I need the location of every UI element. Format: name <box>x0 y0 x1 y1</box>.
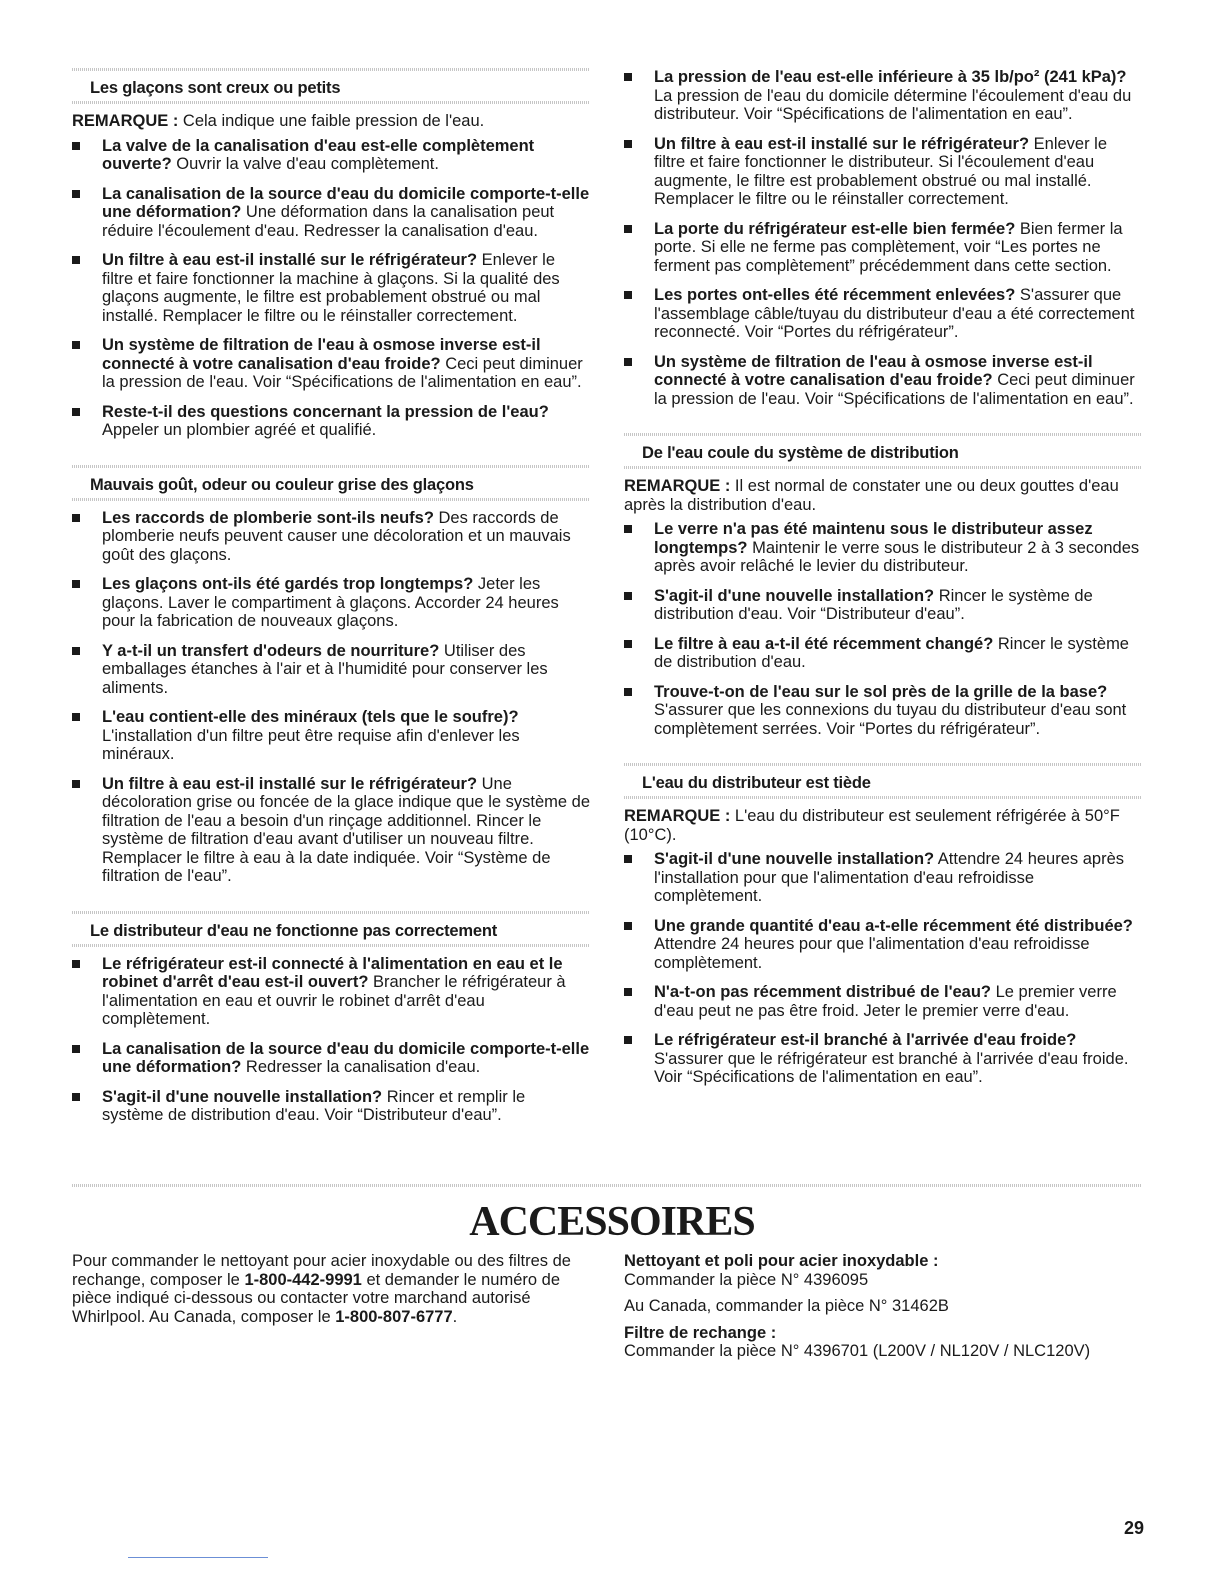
item-question: La canalisation de la source d'eau du domicile comporte-t-elle une déformation? <box>102 184 590 221</box>
bullet-icon <box>624 1036 632 1044</box>
troubleshooting-item <box>72 575 590 631</box>
item-answer: Des raccords de plomberie neufs peuvent causer une décoloration et un mauvais goût des glaçons. <box>102 508 571 564</box>
troubleshooting-item <box>72 1040 590 1077</box>
item-answer: Ouvrir la valve d'eau complètement. <box>171 155 439 173</box>
item-question: Un système de filtration de l'eau à osmose inverse est-il connecté à votre canalisation d'eau froide? <box>102 336 541 373</box>
note-text: L'eau du distributeur est seulement réfrigérée à 50°F (10°C). <box>624 807 1120 844</box>
bullet-icon <box>624 988 632 996</box>
item-question: Les raccords de plomberie sont-ils neufs? <box>102 508 434 527</box>
item-question: La pression de l'eau est-elle inférieure à 35 lb/po² (241 kPa)? <box>654 68 1127 86</box>
item-answer: Ceci peut diminuer la pression de l'eau. Voir “Spécifications de l'alimentation en eau”. <box>102 354 583 391</box>
item-answer: Attendre 24 heures pour que l'alimentation d'eau refroidisse complètement. <box>654 935 1090 972</box>
troubleshooting-item <box>624 353 1142 409</box>
item-answer: S'assurer que le réfrigérateur est branché à l'arrivée d'eau froide. Voir “Spécifications de l'alimentation en eau”. <box>654 1049 1129 1086</box>
section-heading-bar <box>72 68 590 104</box>
bullet-icon <box>72 1045 80 1053</box>
note-label: REMARQUE : <box>624 477 731 495</box>
item-answer: Enlever le filtre et faire fonctionner la machine à glaçons. Si la qualité des glaçons augmente, le filtre est probablement obstrué ou mal installé. Remplacer le filtre ou le réinstaller correctement. <box>102 251 560 325</box>
bullet-icon <box>72 190 80 198</box>
bullet-icon <box>72 960 80 968</box>
section-heading-bar <box>624 433 1142 469</box>
bullet-icon <box>72 256 80 264</box>
item-answer: Brancher le réfrigérateur à l'alimentation en eau et ouvrir le robinet d'arrêt d'eau complètement. <box>102 973 566 1028</box>
bullet-icon <box>72 580 80 588</box>
troubleshooting-item <box>624 220 1142 276</box>
troubleshooting-item <box>72 775 590 886</box>
cleaner-part-canada: Au Canada, commander la pièce N° 31462B <box>624 1297 949 1315</box>
note-text: Cela indique une faible pression de l'eau. <box>178 112 485 130</box>
item-answer: Ceci peut diminuer la pression de l'eau. Voir “Spécifications de l'alimentation en eau”. <box>654 371 1135 408</box>
section-heading-bar <box>72 465 590 501</box>
item-question: Y a-t-il un transfert d'odeurs de nourriture? <box>102 641 440 660</box>
item-answer: S'assurer que l'assemblage câble/tuyau du distributeur d'eau a été correctement reconnecté. Voir “Portes du réfrigérateur”. <box>654 286 1135 341</box>
item-question: Une grande quantité d'eau a-t-elle récemment été distribuée? <box>654 916 1133 935</box>
note-label: REMARQUE : <box>72 112 179 130</box>
troubleshooting-item <box>624 683 1142 739</box>
troubleshooting-item <box>72 403 590 440</box>
item-answer: Redresser la canalisation d'eau. <box>241 1058 481 1076</box>
item-question: Reste-t-il des questions concernant la pression de l'eau? <box>102 402 549 421</box>
troubleshooting-item <box>624 520 1142 576</box>
section-heading: Mauvais goût, odeur ou couleur grise des glaçons <box>90 475 474 494</box>
troubleshooting-item <box>72 336 590 392</box>
cleaner-canada-block <box>624 1297 1164 1316</box>
bullet-icon <box>624 525 632 533</box>
troubleshooting-list <box>624 850 1142 1087</box>
troubleshooting-list <box>624 520 1142 738</box>
item-question: S'agit-il d'une nouvelle installation? <box>102 1087 383 1106</box>
troubleshooting-item <box>624 917 1142 973</box>
accessories-intro-text: . <box>452 1307 458 1326</box>
troubleshooting-item <box>624 635 1142 672</box>
bullet-icon <box>624 73 632 81</box>
item-question: Le réfrigérateur est-il connecté à l'alimentation en eau et le robinet d'arrêt d'eau est-il ouvert? <box>102 954 563 991</box>
item-question: Un filtre à eau est-il installé sur le réfrigérateur? <box>102 774 478 793</box>
section-note <box>624 477 1142 514</box>
filter-block <box>624 1324 1164 1361</box>
item-answer: Rincer le système de distribution d'eau. Voir “Distributeur d'eau”. <box>654 586 1093 623</box>
accessories-intro-text: Pour commander le nettoyant pour acier inoxydable ou des filtres de rechange, composer le <box>72 1252 571 1289</box>
item-question: Un système de filtration de l'eau à osmose inverse est-il connecté à votre canalisation d'eau froide? <box>654 352 1093 389</box>
troubleshooting-item <box>72 708 590 764</box>
section-heading-bar <box>624 763 1142 799</box>
cleaner-part-us: Commander la pièce N° 4396095 <box>624 1270 869 1289</box>
troubleshooting-item <box>72 137 590 174</box>
bullet-icon <box>624 140 632 148</box>
bullet-icon <box>624 640 632 648</box>
item-question: Le verre n'a pas été maintenu sous le distributeur assez longtemps? <box>654 520 1093 557</box>
item-question: La valve de la canalisation d'eau est-elle complètement ouverte? <box>102 136 535 173</box>
item-answer: Attendre 24 heures après l'installation pour que l'alimentation d'eau refroidisse complètement. <box>654 850 1125 905</box>
item-answer: Une décoloration grise ou foncée de la glace indique que le système de filtration de l'eau a besoin d'un rinçage additionnel. Rincer le système de filtration d'eau avant d'utiliser un nouveau filtre. Remplacer le filtre à eau à la date indiquée. Voir “Système de filtration de l'eau”. <box>102 774 590 885</box>
troubleshooting-item <box>72 185 590 241</box>
bullet-icon <box>624 922 632 930</box>
troubleshooting-item <box>72 251 590 325</box>
item-answer: Bien fermer la porte. Si elle ne ferme pas complètement, voir “Les portes ne ferment pas complètement” précédemment dans cette section. <box>654 219 1123 275</box>
troubleshooting-item <box>624 1031 1142 1087</box>
accessories-intro-text: et demander le numéro de pièce indiqué ci-dessous ou contacter votre marchand autorisé Whirlpool. Au Canada, composer le <box>72 1270 560 1326</box>
item-answer: L'installation d'un filtre peut être requise afin d'enlever les minéraux. <box>102 726 520 763</box>
troubleshooting-item <box>624 68 1142 124</box>
item-answer: Rincer et remplir le système de distribution d'eau. Voir “Distributeur d'eau”. <box>102 1087 526 1124</box>
section-note <box>624 807 1142 844</box>
bullet-icon <box>624 225 632 233</box>
item-answer: Jeter les glaçons. Laver le compartiment à glaçons. Accorder 24 heures pour la fabrication de nouveaux glaçons. <box>102 575 559 630</box>
phone-number-us: 1-800-442-9991 <box>244 1270 362 1289</box>
section-heading: L'eau du distributeur est tiède <box>642 774 871 792</box>
item-question: S'agit-il d'une nouvelle installation? <box>654 850 935 868</box>
item-answer: Rincer le système de distribution d'eau. <box>654 634 1129 671</box>
item-answer: Appeler un plombier agréé et qualifié. <box>102 421 377 439</box>
item-question: La porte du réfrigérateur est-elle bien fermée? <box>654 219 1016 238</box>
item-answer: Maintenir le verre sous le distributeur 2 à 3 secondes après avoir relâché le levier du distributeur. <box>654 538 1140 575</box>
note-text: Il est normal de constater une ou deux gouttes d'eau après la distribution d'eau. <box>624 477 1119 514</box>
item-question: Les portes ont-elles été récemment enlevées? <box>654 286 1016 304</box>
section-heading: Les glaçons sont creux ou petits <box>90 79 341 97</box>
section-spacer <box>624 419 1142 433</box>
section-heading: Le distributeur d'eau ne fonctionne pas correctement <box>90 921 498 940</box>
footer-rule <box>128 1557 268 1558</box>
section-spacer <box>72 451 590 465</box>
section-heading: De l'eau coule du système de distribution <box>642 444 959 462</box>
item-question: Trouve-t-on de l'eau sur le sol près de la grille de la base? <box>654 682 1108 701</box>
section-heading-bar <box>72 911 590 947</box>
note-label: REMARQUE : <box>624 807 731 825</box>
item-question: S'agit-il d'une nouvelle installation? <box>654 586 935 605</box>
item-answer: Utiliser des emballages étanches à l'air et à l'humidité pour conserver les aliments. <box>102 641 548 697</box>
troubleshooting-item <box>624 587 1142 624</box>
item-question: La canalisation de la source d'eau du domicile comporte-t-elle une déformation? <box>102 1039 590 1076</box>
item-answer: Une déformation dans la canalisation peut réduire l'écoulement d'eau. Redresser la canalisation d'eau. <box>102 203 555 240</box>
cleaner-label: Nettoyant et poli pour acier inoxydable : <box>624 1252 939 1270</box>
item-answer: S'assurer que les connexions du tuyau du distributeur d'eau sont complètement serrées. Voir “Portes du réfrigérateur”. <box>654 701 1127 738</box>
item-question: Le réfrigérateur est-il branché à l'arrivée d'eau froide? <box>654 1031 1077 1049</box>
bullet-icon <box>624 688 632 696</box>
bullet-icon <box>624 855 632 863</box>
bullet-icon <box>624 358 632 366</box>
bullet-icon <box>624 291 632 299</box>
bullet-icon <box>72 1093 80 1101</box>
item-question: Un filtre à eau est-il installé sur le réfrigérateur? <box>102 251 478 269</box>
item-question: Le filtre à eau a-t-il été récemment changé? <box>654 634 994 653</box>
filter-part: Commander la pièce N° 4396701 (L200V / NL120V / NLC120V) <box>624 1342 1091 1360</box>
accessories-parts <box>624 1252 1164 1369</box>
bullet-icon <box>72 780 80 788</box>
bullet-icon <box>72 408 80 416</box>
accessories-intro <box>72 1252 592 1326</box>
phone-number-canada: 1-800-807-6777 <box>335 1307 453 1326</box>
right-column <box>624 68 1142 1098</box>
left-column <box>72 68 590 1136</box>
troubleshooting-item <box>72 955 590 1029</box>
troubleshooting-list <box>72 137 590 440</box>
item-question: L'eau contient-elle des minéraux (tels que le soufre)? <box>102 708 519 726</box>
accessories-title: ACCESSOIRES <box>469 1199 755 1245</box>
troubleshooting-list <box>72 509 590 886</box>
item-answer: Le premier verre d'eau peut ne pas être froid. Jeter le premier verre d'eau. <box>654 983 1117 1020</box>
bullet-icon <box>72 142 80 150</box>
item-answer: La pression de l'eau du domicile détermine l'écoulement d'eau du distributeur. Voir “Spécifications de l'alimentation en eau”. <box>654 86 1132 123</box>
item-question: Les glaçons ont-ils été gardés trop longtemps? <box>102 575 474 593</box>
item-answer: Enlever le filtre et faire fonctionner le distributeur. Si l'écoulement d'eau augmente, le filtre est probablement obstrué ou mal installé. Remplacer le filtre ou le réinstaller correctement. <box>654 134 1108 208</box>
item-question: Un filtre à eau est-il installé sur le réfrigérateur? <box>654 134 1030 153</box>
item-question: N'a-t-on pas récemment distribué de l'eau? <box>654 983 992 1001</box>
bullet-icon <box>72 647 80 655</box>
troubleshooting-item <box>72 509 590 565</box>
cleaner-block <box>624 1252 1164 1289</box>
troubleshooting-item <box>624 135 1142 209</box>
troubleshooting-item <box>72 1088 590 1125</box>
troubleshooting-item <box>624 983 1142 1020</box>
section-spacer <box>624 749 1142 763</box>
section-note <box>72 112 590 131</box>
troubleshooting-item <box>624 286 1142 342</box>
troubleshooting-item <box>624 850 1142 906</box>
section-divider <box>72 1184 1142 1187</box>
troubleshooting-list <box>72 955 590 1125</box>
troubleshooting-list <box>624 68 1142 408</box>
bullet-icon <box>72 514 80 522</box>
section-spacer <box>72 897 590 911</box>
bullet-icon <box>72 341 80 349</box>
page-number: 29 <box>1123 1518 1144 1538</box>
troubleshooting-item <box>72 642 590 698</box>
filter-label: Filtre de rechange : <box>624 1323 777 1342</box>
bullet-icon <box>72 713 80 721</box>
bullet-icon <box>624 592 632 600</box>
